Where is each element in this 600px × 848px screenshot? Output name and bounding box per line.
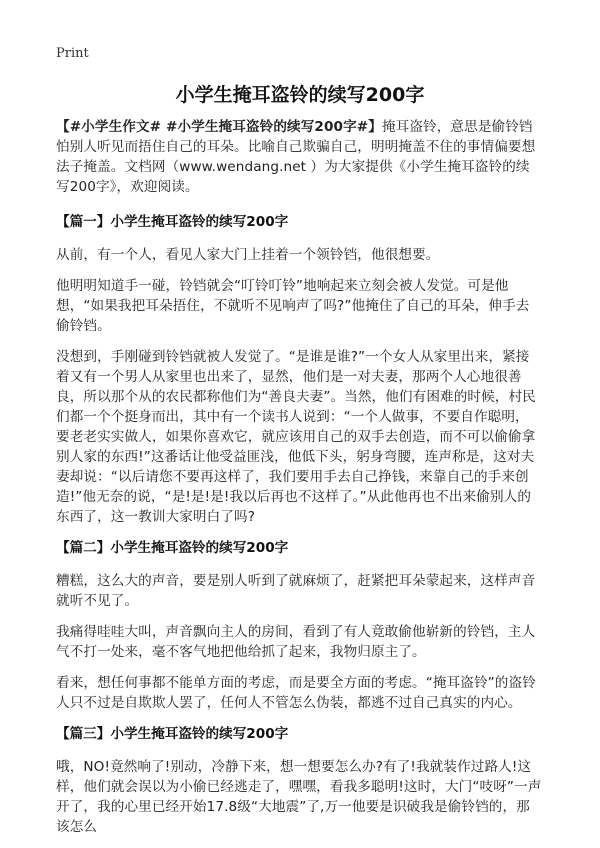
- paragraph: 没想到，手刚碰到铃铛就被人发觉了。“是谁是谁?”一个女人从家里出来，紧接着又有一个男人从家里也出来了，显然，他们是一对夫妻，那两个人心地很善良，所以那个从的农民都称他们为“善良夫妻”。当然，他们有困难的时候，村民们都一个个挺身而出，其中有一个读书人说到：“一个人做事，不要自作聪明，要老老实实做人，如果你喜欢它，就应该用自己的双手去创造，而不可以偷偷拿别人家的东西!”这番话让他受益匪浅，他低下头，躬身弯腰，连声称是，这对夫妻却说：“以后请您不要再这样了，我们要用手去自己挣钱，来靠自己的手来创造!”他无奈的说，“是!是!是!我以后再也不这样了。”从此他再也不出来偷别人的东西了，这一教训大家明白了吗?: [56, 349, 536, 525]
- section-1: [56, 212, 542, 527]
- paragraph: 我痛得哇哇大叫，声音飘向主人的房间，看到了有人竟敢偷他崭新的铃铛，主人气不打一处来，毫不客气地把他给抓了起来，我物归原主了。: [56, 624, 536, 660]
- print-link[interactable]: Print: [56, 46, 89, 61]
- section-3: [56, 724, 542, 837]
- article-body: [56, 117, 542, 848]
- section-heading: 【篇二】小学生掩耳盗铃的续写200字: [56, 540, 289, 556]
- paragraph: 糟糕，这么大的声音，要是别人听到了就麻烦了，赶紧把耳朵蒙起来，这样声音就听不见了。: [56, 573, 536, 609]
- paragraph: 他明明知道手一碰，铃铛就会“叮铃叮铃”地响起来立刻会被人发觉。可是他想，“如果我把耳朵捂住，不就听不见响声了吗?”他掩住了自己的耳朵，伸手去偷铃铛。: [56, 278, 530, 334]
- intro-text: 掩耳盗铃，意思是偷铃铛怕别人听见而捂住自己的耳朵。比喻自己欺骗自己，明明掩盖不住的事情偏要想法子掩盖。文档网（www.wendang.net ）为大家提供《小学生掩耳盗铃的续写200字》，欢迎阅读。: [56, 119, 536, 195]
- section-2: [56, 538, 542, 713]
- intro-paragraph: [56, 117, 542, 197]
- intro-tag: 【#小学生作文# #小学生掩耳盗铃的续写200字#】: [56, 119, 382, 135]
- section-heading: 【篇三】小学生掩耳盗铃的续写200字: [56, 726, 289, 742]
- paragraph: 哦，NO!竟然响了!别动，冷静下来，想一想要怎么办?有了!我就装作过路人!这样，他们就会误以为小偷已经逃走了，嘿嘿，看我多聪明!这时，大门“吱呀”一声开了，我的心里已经开始17.8级“大地震”了,万一他要是识破我是偷铃铛的，那该怎么: [56, 759, 542, 835]
- section-heading: 【篇一】小学生掩耳盗铃的续写200字: [56, 214, 289, 230]
- paragraph: 看来，想任何事都不能单方面的考虑，而是要全方面的考虑。“掩耳盗铃”的盗铃人只不过是自欺欺人罢了，任何人不管怎么伪装，都逃不过自己真实的内心。: [56, 675, 536, 711]
- page-title: 小学生掩耳盗铃的续写200字: [175, 84, 425, 106]
- paragraph: 从前，有一个人，看见人家大门上挂着一个领铃铛，他很想要。: [56, 247, 440, 263]
